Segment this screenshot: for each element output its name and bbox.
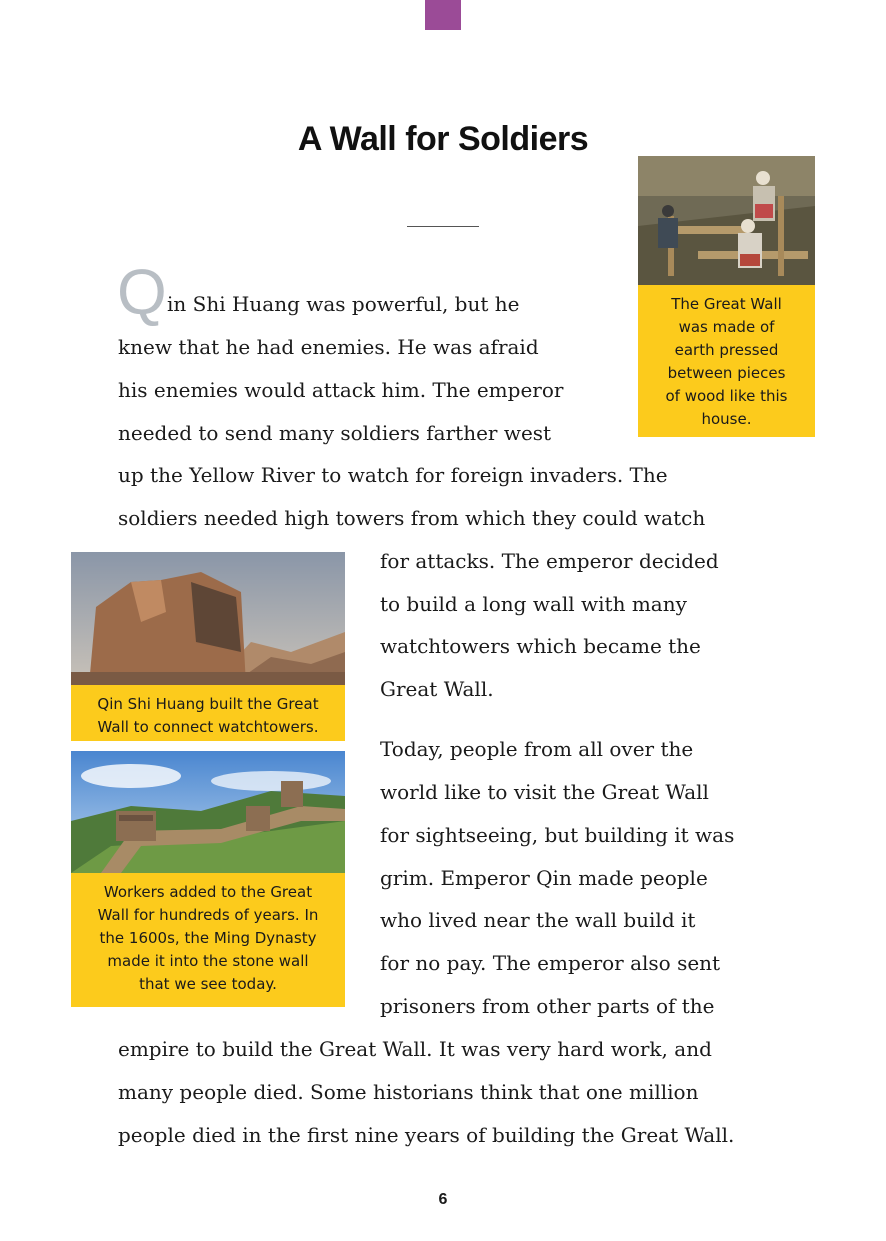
caption-line: earth pressed <box>674 341 779 359</box>
body-line: world like to visit the Great Wall <box>380 780 709 804</box>
caption-line: the 1600s, the Ming Dynasty <box>99 929 317 947</box>
body-line: soldiers needed high towers from which they could watch <box>118 506 706 530</box>
body-line: prisoners from other parts of the <box>380 994 715 1018</box>
body-line: for attacks. The emperor decided <box>380 549 719 573</box>
workers-pressing-earth-photo <box>638 156 815 285</box>
caption-stone-wall <box>71 873 345 1007</box>
caption-watchtower <box>71 685 345 741</box>
caption-line: Wall for hundreds of years. In <box>97 906 319 924</box>
body-line: up the Yellow River to watch for foreign invaders. The <box>118 463 668 487</box>
body-line: Today, people from all over the <box>380 737 694 761</box>
caption-line: that we see today. <box>139 975 277 993</box>
page-title: A Wall for Soldiers <box>297 120 589 158</box>
body-line: watchtowers which became the <box>380 634 701 658</box>
title-divider <box>407 226 479 227</box>
caption-line: house. <box>701 410 752 428</box>
body-line: needed to send many soldiers farther west <box>118 421 552 445</box>
caption-line: between pieces <box>667 364 786 382</box>
caption-line: Wall to connect watchtowers. <box>97 718 319 736</box>
page-number: 6 <box>438 1191 448 1208</box>
body-line: in Shi Huang was powerful, but he <box>167 292 520 316</box>
body-line: his enemies would attack him. The emperor <box>118 378 564 402</box>
body-line: empire to build the Great Wall. It was very hard work, and <box>118 1037 712 1061</box>
caption-line: Workers added to the Great <box>103 883 313 901</box>
stone-great-wall-photo <box>71 751 345 873</box>
body-line: who lived near the wall build it <box>380 908 696 932</box>
page-tab-marker <box>425 0 461 30</box>
caption-line: made it into the stone wall <box>107 952 309 970</box>
drop-cap: Q <box>117 256 167 328</box>
caption-line: was made of <box>678 318 775 336</box>
body-line: for no pay. The emperor also sent <box>380 951 721 975</box>
body-line: to build a long wall with many <box>380 592 687 616</box>
body-line: people died in the first nine years of building the Great Wall. <box>118 1123 735 1147</box>
caption-line: of wood like this <box>665 387 788 405</box>
body-line: many people died. Some historians think that one million <box>118 1080 699 1104</box>
body-line: knew that he had enemies. He was afraid <box>118 335 539 359</box>
caption-workers <box>638 285 815 437</box>
body-line: Great Wall. <box>380 677 494 701</box>
ruined-watchtower-photo <box>71 552 345 685</box>
caption-line: The Great Wall <box>671 295 782 313</box>
body-line: grim. Emperor Qin made people <box>380 866 708 890</box>
caption-line: Qin Shi Huang built the Great <box>97 695 319 713</box>
body-line: for sightseeing, but building it was <box>380 823 735 847</box>
